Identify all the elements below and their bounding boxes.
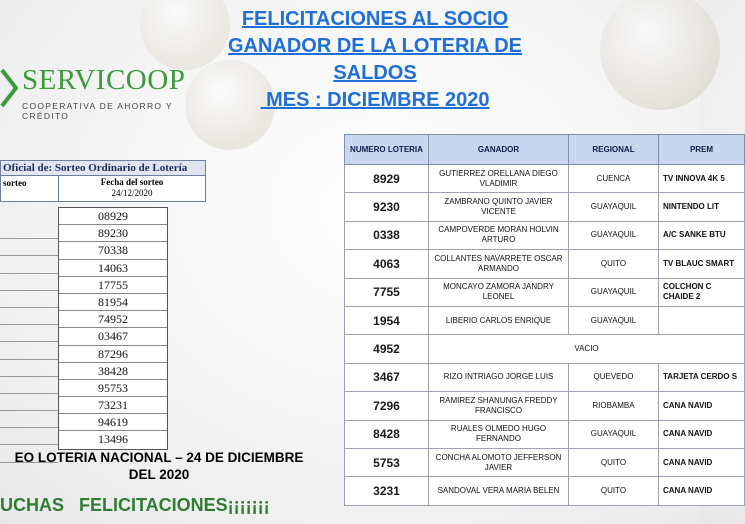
row-line (0, 342, 58, 359)
winning-number: 87296 (59, 346, 167, 363)
lottery-number-cell: 4063 (345, 250, 429, 278)
row-line (0, 291, 58, 308)
prize-cell: COLCHON C CHAIDE 2 (659, 278, 745, 306)
table-row (345, 306, 745, 334)
prize-cell: CANA NAVID (659, 477, 745, 505)
winning-number: 03467 (59, 328, 167, 345)
winner-cell: CAMPOVERDE MORAN HOLVIN ARTURO (429, 221, 569, 249)
caption-line: DEL 2020 (128, 467, 190, 482)
title-line: MES : DICIEMBRE 2020 (260, 89, 490, 111)
title-line: SALDOS (333, 62, 417, 84)
winners-table (344, 134, 738, 506)
winning-number: 89230 (59, 225, 167, 242)
lottery-number-cell: 1954 (345, 306, 429, 334)
table-row (345, 221, 745, 249)
regional-cell: GUAYAQUIL (569, 420, 659, 448)
table-row (345, 420, 745, 448)
row-line (0, 308, 58, 325)
regional-cell: GUAYAQUIL (569, 193, 659, 221)
row-line (0, 428, 58, 445)
regional-cell: QUITO (569, 250, 659, 278)
row-line (0, 222, 58, 239)
lottery-number-cell: 8428 (345, 420, 429, 448)
winning-number: 08929 (59, 208, 167, 225)
title-line: GANADOR DE LA LOTERIA DE (227, 35, 523, 57)
table-row (345, 335, 745, 363)
servicoop-logo (0, 62, 200, 122)
prize-cell: A/C SANKE BTU (659, 221, 745, 249)
prize-cell: TV INNOVA 4K 5 (659, 165, 745, 193)
table-row (345, 165, 745, 193)
table-row (345, 278, 745, 306)
page-title (210, 6, 540, 114)
lottery-number-cell: 8929 (345, 165, 429, 193)
prize-cell: TV BLAUC SMART (659, 250, 745, 278)
logo-name: SERVICOOP (22, 64, 186, 96)
official-draw-heading: Oficial de: Sorteo Ordinario de Lotería (0, 160, 206, 176)
row-line (0, 411, 58, 428)
winner-cell: ZAMBRANO QUINTO JAVIER VICENTE (429, 193, 569, 221)
winner-cell: RIZO INTRIAGO JORGE LUIS (429, 363, 569, 391)
winning-number: 74952 (59, 311, 167, 328)
winner-cell: MONCAYO ZAMORA JANDRY LEONEL (429, 278, 569, 306)
regional-cell: GUAYAQUIL (569, 278, 659, 306)
table-row (345, 477, 745, 505)
table-row (345, 392, 745, 420)
lottery-number-cell: 9230 (345, 193, 429, 221)
draw-date-label: Fecha del sorteo (100, 177, 164, 187)
row-line (0, 325, 58, 342)
lottery-number-cell: 3467 (345, 363, 429, 391)
regional-cell: RIOBAMBA (569, 392, 659, 420)
winner-cell: RAMIREZ SHANUNGA FREDDY FRANCISCO (429, 392, 569, 420)
lottery-number-cell: 0338 (345, 221, 429, 249)
header-regional: REGIONAL (569, 135, 659, 165)
winning-number: 73231 (59, 397, 167, 414)
logo-tagline: COOPERATIVA DE AHORRO Y CRÉDITO (22, 101, 173, 121)
winner-cell: SANDOVAL VERA MARIA BELEN (429, 477, 569, 505)
table-header-row (345, 135, 745, 165)
row-line (0, 256, 58, 273)
row-line (0, 274, 58, 291)
winner-cell: VACIO (429, 335, 745, 363)
lottery-number-cell: 7755 (345, 278, 429, 306)
regional-cell: GUAYAQUIL (569, 306, 659, 334)
winner-cell: RUALES OLMEDO HUGO FERNANDO (429, 420, 569, 448)
official-draw-table (0, 160, 206, 450)
prize-cell: CANA NAVID (659, 448, 745, 476)
prize-cell: CANA NAVID (659, 420, 745, 448)
title-line: FELICITACIONES AL SOCIO (241, 8, 509, 30)
winning-number: 38428 (59, 363, 167, 380)
lottery-number-cell: 7296 (345, 392, 429, 420)
table-row (345, 193, 745, 221)
winning-number: 13496 (98, 432, 128, 447)
ornament-decoration (600, 0, 720, 110)
winner-cell: GUTIERREZ ORELLANA DIEGO VLADIMIR (429, 165, 569, 193)
winning-number: 95753 (59, 380, 167, 397)
winning-number: 17755 (59, 277, 167, 294)
winner-cell: LIBERIO CARLOS ENRIQUE (429, 306, 569, 334)
header-numero: NUMERO LOTERIA (345, 135, 429, 165)
winning-numbers-list (58, 207, 168, 450)
logo-mark-icon (0, 68, 20, 108)
draw-number-label: sorteo (1, 176, 59, 201)
winning-number: 14063 (59, 260, 167, 277)
winner-cell: CONCHA ALOMOTO JEFFERSON JAVIER (429, 448, 569, 476)
congrats-banner: UCHAS FELICITACIONES¡¡¡¡¡¡¡ (0, 495, 270, 515)
draw-date-cell (59, 176, 205, 201)
row-lines (0, 222, 58, 463)
winner-cell: COLLANTES NAVARRETE OSCAR ARMANDO (429, 250, 569, 278)
row-line (0, 394, 58, 411)
prize-cell: TARJETA CERDO S (659, 363, 745, 391)
table-row (345, 363, 745, 391)
official-draw-subheader (0, 176, 206, 202)
prize-cell: CANA NAVID (659, 392, 745, 420)
lottery-number-cell: 5753 (345, 448, 429, 476)
row-line (0, 239, 58, 256)
regional-cell: QUEVEDO (569, 363, 659, 391)
regional-cell: QUITO (569, 477, 659, 505)
lottery-number-cell: 4952 (345, 335, 429, 363)
winning-number: 70338 (59, 242, 167, 259)
winning-number: 81954 (59, 294, 167, 311)
caption-line: EO LOTERIA NACIONAL – 24 DE DICIEMBRE (14, 450, 304, 465)
draw-caption (0, 449, 318, 483)
prize-cell: NINTENDO LIT (659, 193, 745, 221)
lottery-number-cell: 3231 (345, 477, 429, 505)
regional-cell: CUENCA (569, 165, 659, 193)
header-ganador: GANADOR (429, 135, 569, 165)
prize-cell (659, 306, 745, 334)
table-row (345, 250, 745, 278)
winning-number: 94619 (59, 414, 167, 431)
draw-date-value: 24/12/2020 (111, 188, 153, 198)
regional-cell: QUITO (569, 448, 659, 476)
header-premio: PREM (659, 135, 745, 165)
row-line (0, 377, 58, 394)
regional-cell: GUAYAQUIL (569, 221, 659, 249)
row-line (0, 360, 58, 377)
table-row (345, 448, 745, 476)
